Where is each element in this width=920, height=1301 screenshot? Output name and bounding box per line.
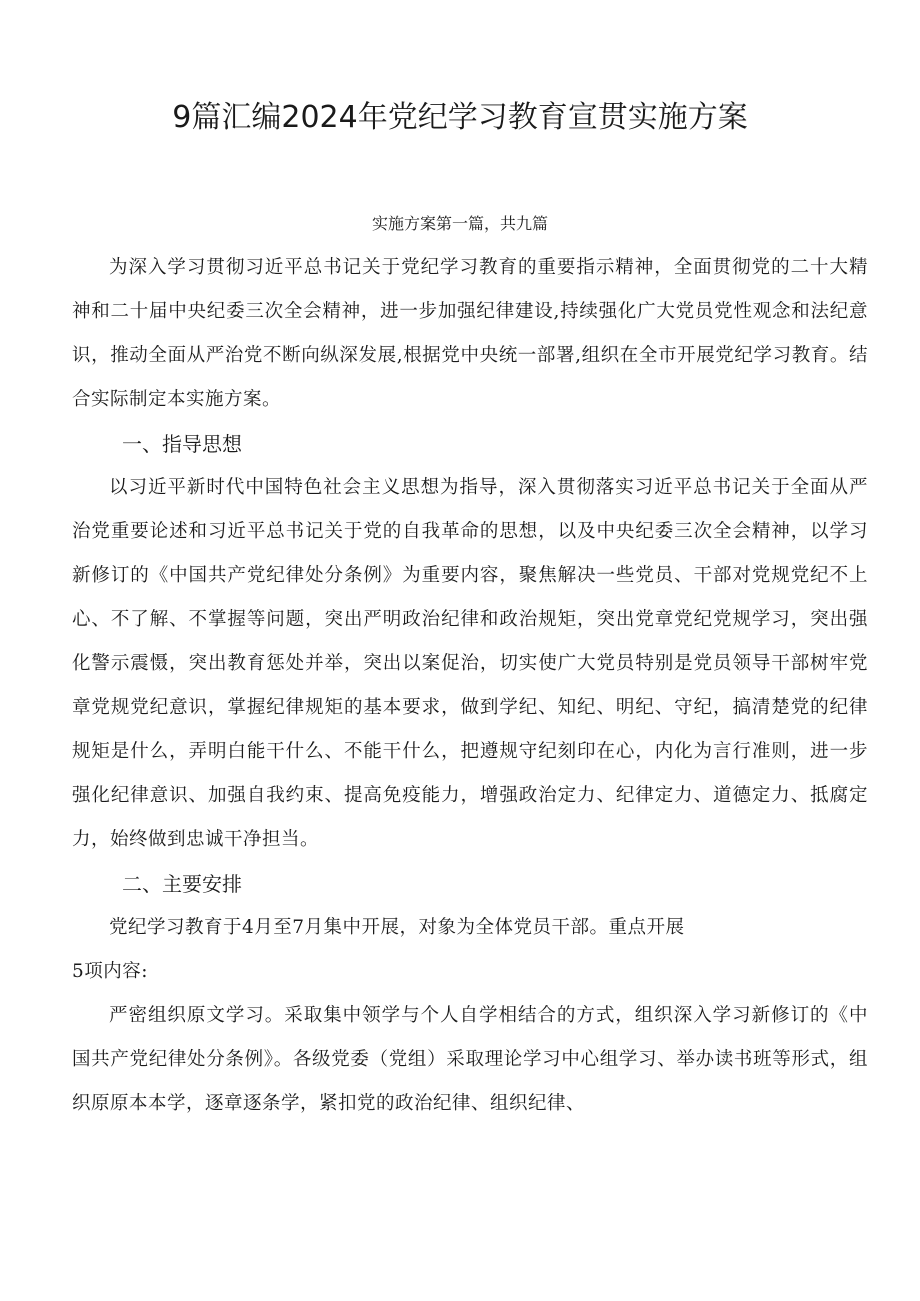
section-heading-guiding-thought: 一、指导思想 [122,432,242,456]
paragraph-study-organization: 严密组织原文学习。采取集中领学与个人自学相结合的方式，组织深入学习新修订的《中国共产党纪律处分条例》。各级党委（党组）采取理论学习中心组学习、举办读书班等形式，组织原原本本学，逐章逐条学，紧扣党的政治纪律、组织纪律、 [72,1005,868,1114]
document-subtitle: 实施方案第一篇，共九篇 [371,214,548,233]
section-heading-main-arrangements: 二、主要安排 [122,872,242,896]
document-body [72,246,868,1126]
paragraph-main-arrangements: 党纪学习教育于4月至7月集中开展，对象为全体党员干部。重点开展 [109,917,685,938]
paragraph-intro: 为深入学习贯彻习近平总书记关于党纪学习教育的重要指示精神，全面贯彻党的二十大精神和二十届中央纪委三次全会精神，进一步加强纪律建设,持续强化广大党员党性观念和法纪意识，推动全面从严治党不断向纵深发展,根据党中央统一部署,组织在全市开展党纪学习教育。结合实际制定本实施方案。 [72,257,868,410]
paragraph-five-items: 5项内容: [72,961,149,982]
document-title: 9篇汇编2024年党纪学习教育宣贯实施方案 [172,100,748,135]
paragraph-guiding-thought: 以习近平新时代中国特色社会主义思想为指导，深入贯彻落实习近平总书记关于全面从严治党重要论述和习近平总书记关于党的自我革命的思想，以及中央纪委三次全会精神，以学习新修订的《中国共产党纪律处分条例》为重要内容，聚焦解决一些党员、干部对党规党纪不上心、不了解、不掌握等问题，突出严明政治纪律和政治规矩，突出党章党纪党规学习，突出强化警示震慑，突出教育惩处并举，突出以案促治，切实使广大党员特别是党员领导干部树牢党章党规党纪意识，掌握纪律规矩的基本要求，做到学纪、知纪、明纪、守纪，搞清楚党的纪律规矩是什么，弄明白能干什么、不能干什么，把遵规守纪刻印在心，内化为言行准则，进一步强化纪律意识、加强自我约束、提高免疫能力，增强政治定力、纪律定力、道德定力、抵腐定力，始终做到忠诚干净担当。 [72,477,868,850]
